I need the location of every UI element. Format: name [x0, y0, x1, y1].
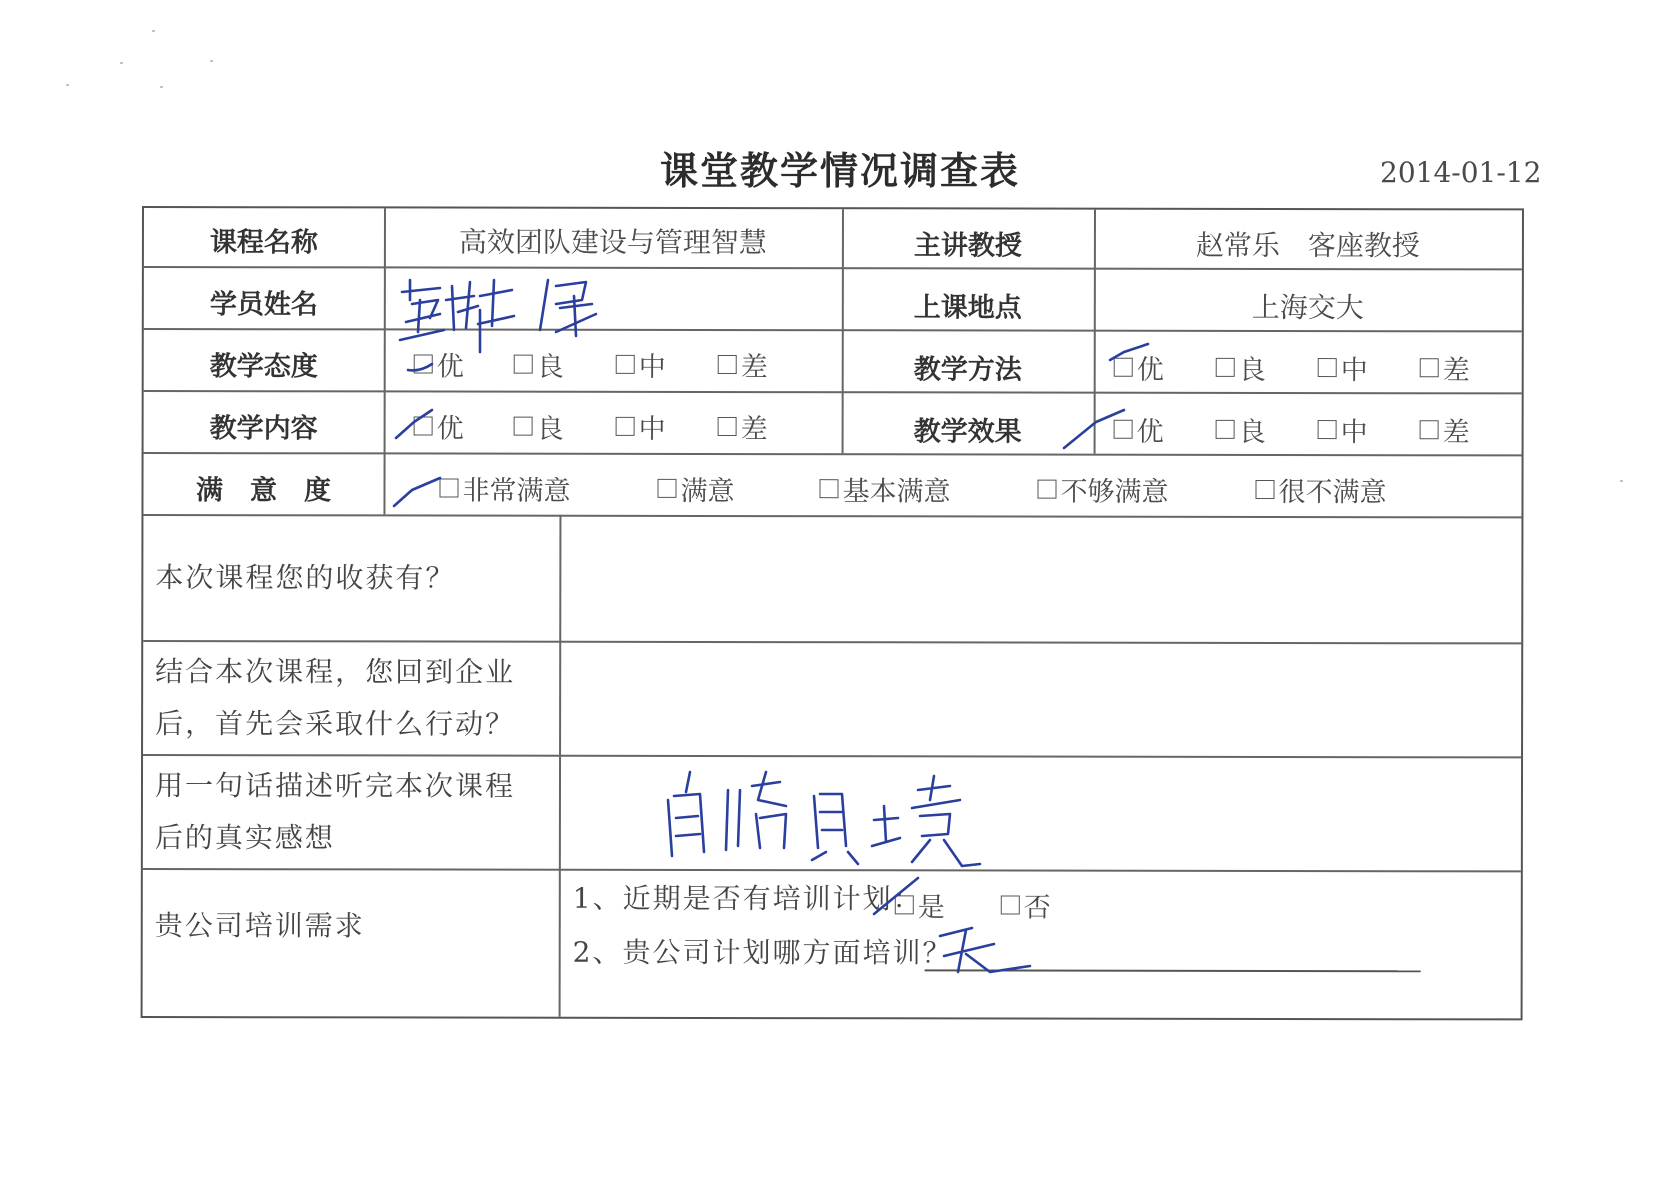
handwritten-training-area-answer: [940, 928, 1030, 972]
location-label: 上课地点: [913, 292, 1022, 324]
attitude-option-average[interactable]: 中: [616, 345, 666, 384]
checkmark-method-excellent: [1110, 344, 1148, 360]
satisfaction-option-satisfied[interactable]: 满意: [657, 469, 734, 508]
content-option-average[interactable]: 中: [616, 407, 666, 446]
attitude-label: 教学态度: [209, 351, 318, 383]
satisfaction-option-very-dissatisfied[interactable]: 很不满意: [1255, 470, 1386, 509]
content-label: 教学内容: [209, 413, 318, 445]
method-label: 教学方法: [913, 354, 1022, 386]
training-area-question: 2、贵公司计划哪方面培训？: [572, 935, 953, 970]
method-option-excellent[interactable]: 优: [1114, 348, 1164, 387]
feeling-question-line2: 后的真实感想: [154, 821, 335, 855]
lecturer-label: 主讲教授: [913, 230, 1022, 262]
attitude-option-excellent[interactable]: 优: [414, 344, 464, 383]
method-option-average[interactable]: 中: [1318, 348, 1368, 387]
training-plan-option-no[interactable]: 否: [1001, 885, 1051, 924]
actions-question-line2: 后，首先会采取什么行动？: [155, 707, 516, 741]
method-option-poor[interactable]: 差: [1420, 348, 1470, 387]
student-name-label: 学员姓名: [209, 289, 318, 321]
effect-option-excellent[interactable]: 优: [1114, 410, 1164, 449]
attitude-option-poor[interactable]: 差: [718, 345, 768, 384]
training-plan-option-yes[interactable]: 是: [895, 885, 945, 924]
form-date: 2014-01-12: [1380, 156, 1542, 189]
checkmark-content-excellent: [396, 410, 432, 438]
satisfaction-option-very-satisfied[interactable]: 非常满意: [439, 469, 570, 508]
content-option-good[interactable]: 良: [514, 407, 564, 446]
content-option-poor[interactable]: 差: [718, 407, 768, 446]
method-option-good[interactable]: 良: [1216, 348, 1266, 387]
handwritten-feeling-answer: [668, 772, 980, 866]
training-plan-question: 1、近期是否有培训计划：: [572, 881, 923, 916]
effect-label: 教学效果: [913, 416, 1022, 448]
satisfaction-option-not-satisfied[interactable]: 不够满意: [1037, 470, 1168, 509]
form-title: 课堂教学情况调查表: [660, 149, 1021, 193]
effect-option-poor[interactable]: 差: [1420, 410, 1470, 449]
checkmark-training-yes: [874, 878, 918, 914]
actions-question-line1: 结合本次课程，您回到企业: [155, 655, 516, 689]
checkmark-effect-excellent: [1064, 410, 1124, 448]
feeling-question-line1: 用一句话描述听完本次课程: [154, 769, 516, 803]
content-option-excellent[interactable]: 优: [414, 406, 464, 445]
satisfaction-label: 满 意 度: [195, 475, 332, 507]
lecturer-value: 赵常乐 客座教授: [1195, 228, 1420, 263]
training-needs-label: 贵公司培训需求: [154, 909, 365, 943]
location-value: 上海交大: [1251, 290, 1364, 325]
course-name-value: 高效团队建设与管理智慧: [458, 225, 767, 260]
gains-question: 本次课程您的收获有？: [155, 561, 456, 595]
checkmark-very-satisfied: [394, 478, 440, 506]
effect-option-good[interactable]: 良: [1216, 410, 1266, 449]
satisfaction-option-basically-satisfied[interactable]: 基本满意: [819, 469, 950, 508]
course-name-label: 课程名称: [209, 227, 318, 259]
checkmark-attitude-excellent: [408, 364, 432, 370]
attitude-option-good[interactable]: 良: [514, 345, 564, 384]
handwritten-student-name: [400, 280, 596, 352]
effect-option-average[interactable]: 中: [1318, 410, 1368, 449]
